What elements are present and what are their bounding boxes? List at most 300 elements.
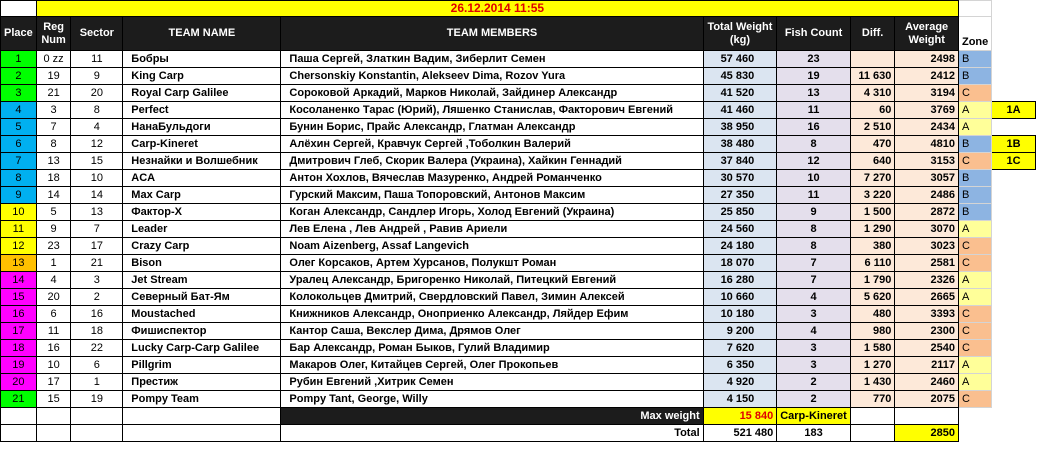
- empty-cell: [958, 425, 991, 442]
- zone-cell[interactable]: A: [958, 102, 991, 119]
- diff-cell[interactable]: 7 270: [850, 170, 895, 187]
- sector-cell[interactable]: 4: [71, 119, 123, 136]
- place-cell[interactable]: 16: [1, 306, 37, 323]
- table-row: [1, 374, 1043, 391]
- empty-cell: [1035, 221, 1042, 238]
- team-members-cell[interactable]: Кантор Саша, Векслер Дима, Дрямов Олег: [281, 323, 703, 340]
- sector-cell[interactable]: 18: [71, 323, 123, 340]
- zone-cell[interactable]: A: [958, 221, 991, 238]
- team-name-cell[interactable]: Carp-Kineret: [123, 136, 281, 153]
- team-name-cell[interactable]: Фактор-Х: [123, 204, 281, 221]
- total-weight-cell[interactable]: 18 070: [703, 255, 777, 272]
- header-place[interactable]: Place: [1, 17, 37, 51]
- date-title: 26.12.2014 11:55: [36, 1, 958, 17]
- fish-count-cell[interactable]: 16: [777, 119, 851, 136]
- place-cell[interactable]: 6: [1, 136, 37, 153]
- team-members-cell[interactable]: Олег Корсаков, Артем Хурсанов, Полукшт Роман: [281, 255, 703, 272]
- fish-count-cell[interactable]: 7: [777, 255, 851, 272]
- total-row: [1, 425, 1043, 442]
- fish-count-cell[interactable]: 11: [777, 102, 851, 119]
- empty-cell: [992, 187, 1036, 204]
- diff-cell[interactable]: 4 310: [850, 85, 895, 102]
- diff-cell[interactable]: 6 110: [850, 255, 895, 272]
- team-name-cell[interactable]: Pillgrim: [123, 357, 281, 374]
- total-weight-cell[interactable]: 10 660: [703, 289, 777, 306]
- team-members-cell[interactable]: Антон Хохлов, Вячеслав Мазуренко, Андрей Романченко: [281, 170, 703, 187]
- empty-cell: [123, 425, 281, 442]
- place-cell[interactable]: 13: [1, 255, 37, 272]
- average-weight-cell[interactable]: 3070: [895, 221, 959, 238]
- reg-num-cell[interactable]: 5: [36, 204, 71, 221]
- total-weight-cell[interactable]: 27 350: [703, 187, 777, 204]
- fish-count-cell[interactable]: 2: [777, 374, 851, 391]
- total-label: Total: [281, 425, 703, 442]
- empty-cell: [958, 408, 991, 425]
- table-row: [1, 187, 1043, 204]
- fish-count-cell[interactable]: 3: [777, 357, 851, 374]
- average-weight-cell[interactable]: 3393: [895, 306, 959, 323]
- team-members-cell[interactable]: Chersonskiy Konstantin, Alekseev Dima, Rozov Yura: [281, 68, 703, 85]
- average-weight-cell[interactable]: 3769: [895, 102, 959, 119]
- team-members-cell[interactable]: Паша Сергей, Златкин Вадим, Зиберлит Семен: [281, 51, 703, 68]
- diff-cell[interactable]: [850, 51, 895, 68]
- empty-cell: [992, 306, 1036, 323]
- empty-cell: [992, 272, 1036, 289]
- place-cell[interactable]: 1: [1, 51, 37, 68]
- sector-cell[interactable]: 22: [71, 340, 123, 357]
- fish-count-cell[interactable]: 11: [777, 187, 851, 204]
- zone-cell[interactable]: C: [958, 255, 991, 272]
- fish-count-cell[interactable]: 3: [777, 306, 851, 323]
- reg-num-cell[interactable]: 9: [36, 221, 71, 238]
- diff-cell[interactable]: 3 220: [850, 187, 895, 204]
- empty-cell: [36, 425, 71, 442]
- sector-cell[interactable]: 2: [71, 289, 123, 306]
- header-team-name[interactable]: TEAM NAME: [123, 17, 281, 51]
- team-members-cell[interactable]: Уралец Александр, Бригоренко Николай, Питецкий Евгений: [281, 272, 703, 289]
- team-members-cell[interactable]: Книжников Александр, Оноприенко Александр, Ляйдер Ефим: [281, 306, 703, 323]
- reg-num-cell[interactable]: 8: [36, 136, 71, 153]
- team-members-cell[interactable]: Колокольцев Дмитрий, Свердловский Павел, Зимин Алексей: [281, 289, 703, 306]
- fish-count-cell[interactable]: 10: [777, 170, 851, 187]
- place-cell[interactable]: 11: [1, 221, 37, 238]
- team-name-cell[interactable]: НанаБульдоги: [123, 119, 281, 136]
- total-weight-cell[interactable]: 10 180: [703, 306, 777, 323]
- header-fish-count[interactable]: Fish Count: [777, 17, 851, 51]
- sector-cell[interactable]: 19: [71, 391, 123, 408]
- zone-cell[interactable]: C: [958, 238, 991, 255]
- sector-cell[interactable]: 13: [71, 204, 123, 221]
- zone-cell[interactable]: A: [958, 119, 991, 136]
- reg-num-cell[interactable]: 20: [36, 289, 71, 306]
- zone-cell[interactable]: A: [958, 272, 991, 289]
- place-cell[interactable]: 4: [1, 102, 37, 119]
- total-fish-sum[interactable]: 183: [777, 425, 851, 442]
- sector-cell[interactable]: 14: [71, 187, 123, 204]
- empty-cell: [992, 119, 1036, 136]
- zone-cell[interactable]: C: [958, 85, 991, 102]
- table-row: [1, 51, 1043, 68]
- empty-cell: [123, 408, 281, 425]
- total-weight-cell[interactable]: 24 560: [703, 221, 777, 238]
- empty-cell: [1035, 323, 1042, 340]
- average-weight-cell[interactable]: 3023: [895, 238, 959, 255]
- sector-cell[interactable]: 21: [71, 255, 123, 272]
- reg-num-cell[interactable]: 11: [36, 323, 71, 340]
- sector-cell[interactable]: 12: [71, 136, 123, 153]
- total-weight-sum[interactable]: 521 480: [703, 425, 777, 442]
- table-row: [1, 85, 1043, 102]
- table-row: [1, 204, 1043, 221]
- empty-cell: [992, 391, 1036, 408]
- zone-cell[interactable]: B: [958, 187, 991, 204]
- empty-cell: [992, 68, 1036, 85]
- empty-cell: [1035, 272, 1042, 289]
- place-cell[interactable]: 17: [1, 323, 37, 340]
- empty-cell: [1035, 357, 1042, 374]
- average-weight-cell[interactable]: 2075: [895, 391, 959, 408]
- total-weight-cell[interactable]: 4 150: [703, 391, 777, 408]
- zone-cell[interactable]: C: [958, 306, 991, 323]
- team-name-cell[interactable]: Незнайки и Волшебник: [123, 153, 281, 170]
- fish-count-cell[interactable]: 3: [777, 340, 851, 357]
- team-name-cell[interactable]: Бобры: [123, 51, 281, 68]
- reg-num-cell[interactable]: 15: [36, 391, 71, 408]
- place-cell[interactable]: 14: [1, 272, 37, 289]
- total-weight-cell[interactable]: 6 350: [703, 357, 777, 374]
- team-name-cell[interactable]: Moustached: [123, 306, 281, 323]
- table-row: [1, 221, 1043, 238]
- team-name-cell[interactable]: Северный Бат-Ям: [123, 289, 281, 306]
- max-weight-value[interactable]: 15 840: [703, 408, 777, 425]
- fish-count-cell[interactable]: 8: [777, 221, 851, 238]
- total-weight-cell[interactable]: 41 460: [703, 102, 777, 119]
- empty-cell: [71, 408, 123, 425]
- header-sector[interactable]: Sector: [71, 17, 123, 51]
- reg-num-cell[interactable]: 10: [36, 357, 71, 374]
- average-weight-cell[interactable]: 2665: [895, 289, 959, 306]
- place-cell[interactable]: 19: [1, 357, 37, 374]
- diff-cell[interactable]: 1 430: [850, 374, 895, 391]
- total-weight-cell[interactable]: 45 830: [703, 68, 777, 85]
- team-name-cell[interactable]: Leader: [123, 221, 281, 238]
- table-row: [1, 255, 1043, 272]
- table-row: [1, 119, 1043, 136]
- empty-cell: [895, 408, 959, 425]
- average-weight-cell[interactable]: 2326: [895, 272, 959, 289]
- sector-cell[interactable]: 7: [71, 221, 123, 238]
- zone-cell[interactable]: A: [958, 357, 991, 374]
- fish-count-cell[interactable]: 13: [777, 85, 851, 102]
- average-weight-cell[interactable]: 2117: [895, 357, 959, 374]
- diff-cell[interactable]: 480: [850, 306, 895, 323]
- empty-cell: [1035, 153, 1042, 170]
- empty-cell: [1035, 187, 1042, 204]
- place-cell[interactable]: 5: [1, 119, 37, 136]
- place-cell[interactable]: 2: [1, 68, 37, 85]
- reg-num-cell[interactable]: 21: [36, 85, 71, 102]
- reg-num-cell[interactable]: 13: [36, 153, 71, 170]
- average-weight-cell[interactable]: 3194: [895, 85, 959, 102]
- diff-cell[interactable]: 980: [850, 323, 895, 340]
- empty-cell: [992, 289, 1036, 306]
- zone-cell[interactable]: B: [958, 170, 991, 187]
- diff-cell[interactable]: 1 290: [850, 221, 895, 238]
- reg-num-cell[interactable]: 14: [36, 187, 71, 204]
- zone-cell[interactable]: C: [958, 391, 991, 408]
- reg-num-cell[interactable]: 16: [36, 340, 71, 357]
- empty-cell: [1035, 204, 1042, 221]
- place-cell[interactable]: 15: [1, 289, 37, 306]
- total-weight-cell[interactable]: 9 200: [703, 323, 777, 340]
- reg-num-cell[interactable]: 6: [36, 306, 71, 323]
- zone-cell[interactable]: A: [958, 374, 991, 391]
- sector-cell[interactable]: 10: [71, 170, 123, 187]
- diff-cell[interactable]: 640: [850, 153, 895, 170]
- total-weight-cell[interactable]: 38 950: [703, 119, 777, 136]
- sector-cell[interactable]: 17: [71, 238, 123, 255]
- header-total-weight[interactable]: Total Weight (kg): [703, 17, 777, 51]
- empty-cell: [1035, 85, 1042, 102]
- team-name-cell[interactable]: Престиж: [123, 374, 281, 391]
- empty-cell: [71, 425, 123, 442]
- sector-cell[interactable]: 3: [71, 272, 123, 289]
- reg-num-cell[interactable]: 17: [36, 374, 71, 391]
- reg-num-cell[interactable]: 3: [36, 102, 71, 119]
- sector-cell[interactable]: 9: [71, 68, 123, 85]
- empty-cell: [850, 425, 895, 442]
- empty-cell: [992, 51, 1036, 68]
- average-weight-cell[interactable]: 3153: [895, 153, 959, 170]
- team-members-cell[interactable]: Косоланенко Тарас (Юрий), Ляшенко Станислав, Факторович Евгений: [281, 102, 703, 119]
- total-weight-cell[interactable]: 30 570: [703, 170, 777, 187]
- place-cell[interactable]: 12: [1, 238, 37, 255]
- header-diff[interactable]: Diff.: [850, 17, 895, 51]
- table-row: [1, 153, 1043, 170]
- diff-cell[interactable]: 11 630: [850, 68, 895, 85]
- diff-cell[interactable]: 1 500: [850, 204, 895, 221]
- place-cell[interactable]: 20: [1, 374, 37, 391]
- team-members-cell[interactable]: Гурский Максим, Паша Топоровский, Антонов Максим: [281, 187, 703, 204]
- sector-cell[interactable]: 16: [71, 306, 123, 323]
- fish-count-cell[interactable]: 8: [777, 136, 851, 153]
- sector-cell[interactable]: 6: [71, 357, 123, 374]
- empty-cell: [1035, 102, 1042, 119]
- team-name-cell[interactable]: Lucky Carp-Carp Galilee: [123, 340, 281, 357]
- empty-cell: [1035, 289, 1042, 306]
- team-members-cell[interactable]: Сороковой Аркадий, Марков Николай, Зайдинер Александр: [281, 85, 703, 102]
- average-weight-cell[interactable]: 2540: [895, 340, 959, 357]
- fish-count-cell[interactable]: 7: [777, 272, 851, 289]
- empty-cell: [992, 204, 1036, 221]
- table-row: [1, 68, 1043, 85]
- zone-cell[interactable]: C: [958, 323, 991, 340]
- reg-num-cell[interactable]: 1: [36, 255, 71, 272]
- total-weight-cell[interactable]: 24 180: [703, 238, 777, 255]
- team-members-cell[interactable]: Лев Елена , Лев Андрей , Равив Ариели: [281, 221, 703, 238]
- average-weight-cell[interactable]: 2412: [895, 68, 959, 85]
- table-row: [1, 357, 1043, 374]
- empty-cell: [1035, 425, 1042, 442]
- empty-cell: [992, 408, 1036, 425]
- empty-cell: [992, 425, 1036, 442]
- zone-cell[interactable]: C: [958, 153, 991, 170]
- reg-num-cell[interactable]: 7: [36, 119, 71, 136]
- empty-cell: [1035, 170, 1042, 187]
- team-name-cell[interactable]: Bison: [123, 255, 281, 272]
- empty-cell: [992, 340, 1036, 357]
- empty-cell: [1035, 255, 1042, 272]
- zone-cell[interactable]: B: [958, 68, 991, 85]
- fish-count-cell[interactable]: 12: [777, 153, 851, 170]
- table-row: [1, 136, 1043, 153]
- sector-cell[interactable]: 20: [71, 85, 123, 102]
- fish-count-cell[interactable]: 9: [777, 204, 851, 221]
- team-members-cell[interactable]: Рубин Евгений ,Хитрик Семен: [281, 374, 703, 391]
- average-weight-cell[interactable]: 2872: [895, 204, 959, 221]
- empty-cell: [1035, 51, 1042, 68]
- table-row: [1, 323, 1043, 340]
- empty-cell: [992, 170, 1036, 187]
- empty-cell: [36, 408, 71, 425]
- fish-count-cell[interactable]: 23: [777, 51, 851, 68]
- total-weight-cell[interactable]: 16 280: [703, 272, 777, 289]
- fish-count-cell[interactable]: 19: [777, 68, 851, 85]
- table-row: [1, 102, 1043, 119]
- team-members-cell[interactable]: Бунин Борис, Прайс Александр, Глатман Александр: [281, 119, 703, 136]
- team-members-cell[interactable]: Алёхин Сергей, Кравчук Сергей ,Тоболкин Валерий: [281, 136, 703, 153]
- fish-count-cell[interactable]: 4: [777, 289, 851, 306]
- average-weight-cell[interactable]: 4810: [895, 136, 959, 153]
- sector-cell[interactable]: 8: [71, 102, 123, 119]
- table-row: [1, 272, 1043, 289]
- average-weight-cell[interactable]: 2460: [895, 374, 959, 391]
- zone-leader-badge: 1A: [992, 102, 1036, 119]
- header-average-weight[interactable]: Average Weight: [895, 17, 959, 51]
- zone-leader-badge: 1C: [992, 153, 1036, 170]
- empty-cell: [992, 221, 1036, 238]
- total-weight-cell[interactable]: 7 620: [703, 340, 777, 357]
- diff-cell[interactable]: 770: [850, 391, 895, 408]
- team-name-cell[interactable]: ACA: [123, 170, 281, 187]
- team-name-cell[interactable]: Crazy Carp: [123, 238, 281, 255]
- reg-num-cell[interactable]: 19: [36, 68, 71, 85]
- header-team-members[interactable]: TEAM MEMBERS: [281, 17, 703, 51]
- place-cell[interactable]: 9: [1, 187, 37, 204]
- team-name-cell[interactable]: Royal Carp Galilee: [123, 85, 281, 102]
- reg-num-cell[interactable]: 0 zz: [36, 51, 71, 68]
- diff-cell[interactable]: 1 790: [850, 272, 895, 289]
- team-name-cell[interactable]: Pompy Team: [123, 391, 281, 408]
- average-weight-cell[interactable]: 2434: [895, 119, 959, 136]
- empty-cell: [1035, 340, 1042, 357]
- empty-cell: [1, 408, 37, 425]
- empty-cell: [1035, 136, 1042, 153]
- table-row: [1, 289, 1043, 306]
- reg-num-cell[interactable]: 23: [36, 238, 71, 255]
- total-weight-cell[interactable]: 57 460: [703, 51, 777, 68]
- diff-cell[interactable]: 380: [850, 238, 895, 255]
- zone-cell[interactable]: B: [958, 51, 991, 68]
- team-name-cell[interactable]: Max Carp: [123, 187, 281, 204]
- average-weight-cell[interactable]: 3057: [895, 170, 959, 187]
- team-members-cell[interactable]: Коган Александр, Сандлер Игорь, Холод Евгений (Украина): [281, 204, 703, 221]
- empty-cell: [992, 323, 1036, 340]
- sector-cell[interactable]: 15: [71, 153, 123, 170]
- zone-leader-badge: 1B: [992, 136, 1036, 153]
- empty-cell: [1035, 119, 1042, 136]
- total-weight-cell[interactable]: 25 850: [703, 204, 777, 221]
- zone-cell[interactable]: B: [958, 136, 991, 153]
- diff-cell[interactable]: 60: [850, 102, 895, 119]
- zone-cell[interactable]: B: [958, 204, 991, 221]
- fish-count-cell[interactable]: 2: [777, 391, 851, 408]
- total-weight-cell[interactable]: 37 840: [703, 153, 777, 170]
- diff-cell[interactable]: 1 270: [850, 357, 895, 374]
- team-name-cell[interactable]: Фишиспектор: [123, 323, 281, 340]
- reg-num-cell[interactable]: 18: [36, 170, 71, 187]
- zone-cell[interactable]: C: [958, 340, 991, 357]
- place-cell[interactable]: 8: [1, 170, 37, 187]
- empty-cell: [1035, 391, 1042, 408]
- empty-cell: [1035, 238, 1042, 255]
- zone-cell[interactable]: A: [958, 289, 991, 306]
- header-zone[interactable]: Zone: [958, 17, 991, 51]
- reg-num-cell[interactable]: 4: [36, 272, 71, 289]
- place-cell[interactable]: 7: [1, 153, 37, 170]
- diff-cell[interactable]: 1 580: [850, 340, 895, 357]
- header-reg-num[interactable]: Reg Num: [36, 17, 71, 51]
- table-row: [1, 170, 1043, 187]
- empty-cell: [1035, 306, 1042, 323]
- team-members-cell[interactable]: Дмитрович Глеб, Скорик Валера (Украина), Хайкин Геннадий: [281, 153, 703, 170]
- total-weight-cell[interactable]: 4 920: [703, 374, 777, 391]
- empty-cell: [992, 357, 1036, 374]
- team-name-cell[interactable]: Perfect: [123, 102, 281, 119]
- total-weight-cell[interactable]: 38 480: [703, 136, 777, 153]
- diff-cell[interactable]: 2 510: [850, 119, 895, 136]
- average-weight-cell[interactable]: 2300: [895, 323, 959, 340]
- place-cell[interactable]: 18: [1, 340, 37, 357]
- team-name-cell[interactable]: King Carp: [123, 68, 281, 85]
- average-weight-cell[interactable]: 2498: [895, 51, 959, 68]
- total-average-weight[interactable]: 2850: [895, 425, 959, 442]
- empty-cell: [992, 374, 1036, 391]
- team-members-cell[interactable]: Макаров Олег, Китайцев Сергей, Олег Прокопьев: [281, 357, 703, 374]
- team-members-cell[interactable]: Бар Александр, Роман Быков, Гулий Владимир: [281, 340, 703, 357]
- place-cell[interactable]: 21: [1, 391, 37, 408]
- table-row: [1, 306, 1043, 323]
- diff-cell[interactable]: 5 620: [850, 289, 895, 306]
- diff-cell[interactable]: 470: [850, 136, 895, 153]
- sector-cell[interactable]: 11: [71, 51, 123, 68]
- fish-count-cell[interactable]: 8: [777, 238, 851, 255]
- average-weight-cell[interactable]: 2581: [895, 255, 959, 272]
- team-name-cell[interactable]: Jet Stream: [123, 272, 281, 289]
- place-cell[interactable]: 10: [1, 204, 37, 221]
- fish-count-cell[interactable]: 4: [777, 323, 851, 340]
- empty-cell: [992, 255, 1036, 272]
- max-weight-row: [1, 408, 1043, 425]
- empty-cell: [992, 238, 1036, 255]
- team-members-cell[interactable]: Noam Aizenberg, Assaf Langevich: [281, 238, 703, 255]
- max-weight-team[interactable]: Carp-Kineret: [777, 408, 851, 425]
- total-weight-cell[interactable]: 41 520: [703, 85, 777, 102]
- place-cell[interactable]: 3: [1, 85, 37, 102]
- average-weight-cell[interactable]: 2486: [895, 187, 959, 204]
- sector-cell[interactable]: 1: [71, 374, 123, 391]
- team-members-cell[interactable]: Pompy Tant, George, Willy: [281, 391, 703, 408]
